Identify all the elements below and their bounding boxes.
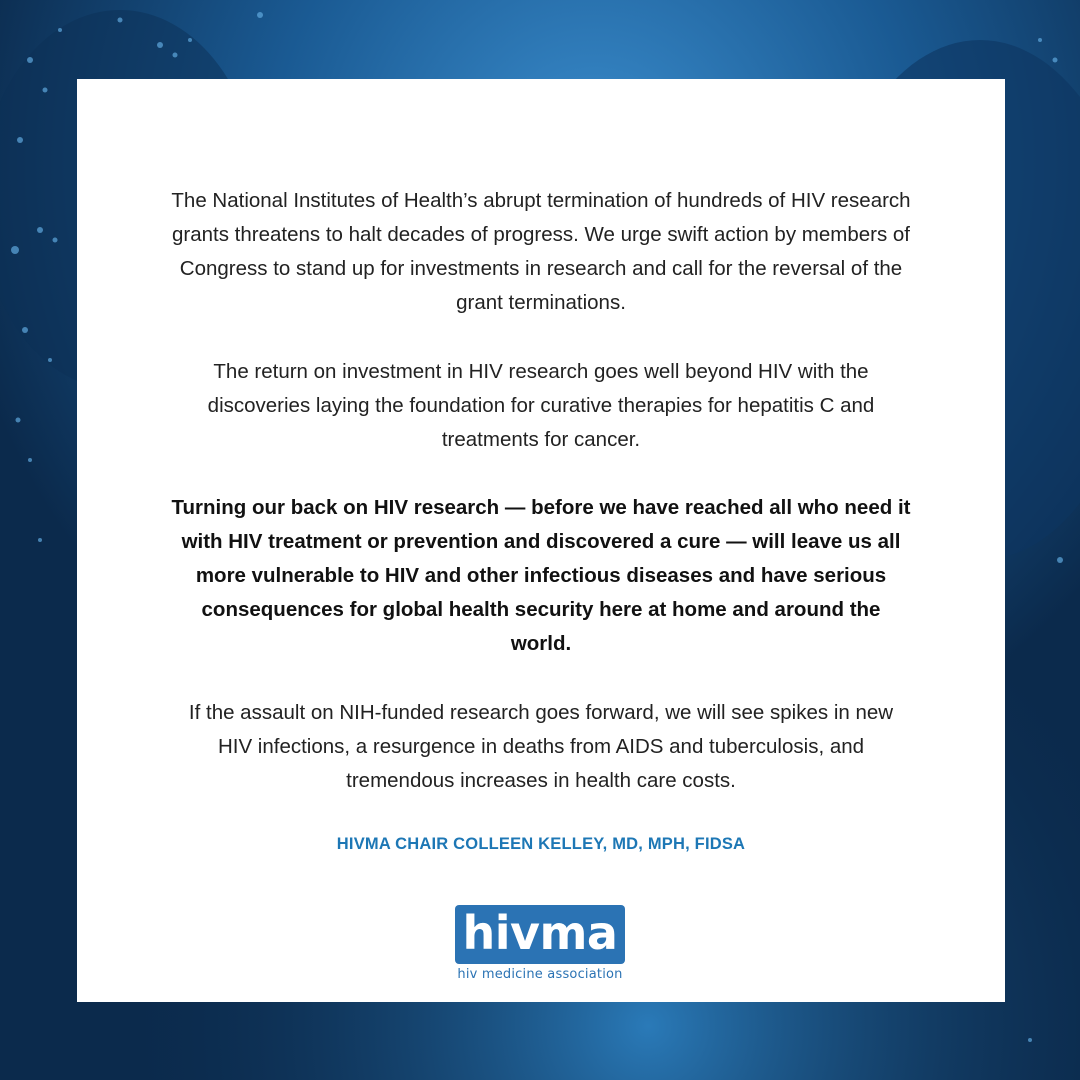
- statement-paragraph-1: The National Institutes of Health’s abrupt termination of hundreds of HIV research grants threatens to halt decades of progress. We urge swift action by members of Congress to stand up for investments in research and call for the reversal of the grant terminations.: [171, 189, 911, 314]
- hivma-logo: [455, 905, 625, 985]
- statement-card: [77, 79, 1005, 1002]
- hivma-logo-wordmark: hivma: [455, 905, 625, 964]
- statement-paragraph-4: If the assault on NIH-funded research goes forward, we will see spikes in new HIV infections, a resurgence in deaths from AIDS and tuberculosis, and tremendous increases in health care costs.: [188, 701, 894, 792]
- quote-attribution: HIVMA CHAIR COLLEEN KELLEY, MD, MPH, FIDSA: [336, 835, 746, 853]
- statement-paragraph-3-bold: Turning our back on HIV research — before we have reached all who need it with HIV treatment or prevention and discovered a cure — will leave us all more vulnerable to HIV and other infectious diseases and have serious consequences for global health security here at home and around the world.: [171, 496, 911, 655]
- statement-paragraph-2: The return on investment in HIV research goes well beyond HIV with the discoveries laying the foundation for curative therapies for hepatitis C and treatments for cancer.: [207, 360, 875, 451]
- hivma-logo-tagline: hiv medicine association: [457, 967, 623, 982]
